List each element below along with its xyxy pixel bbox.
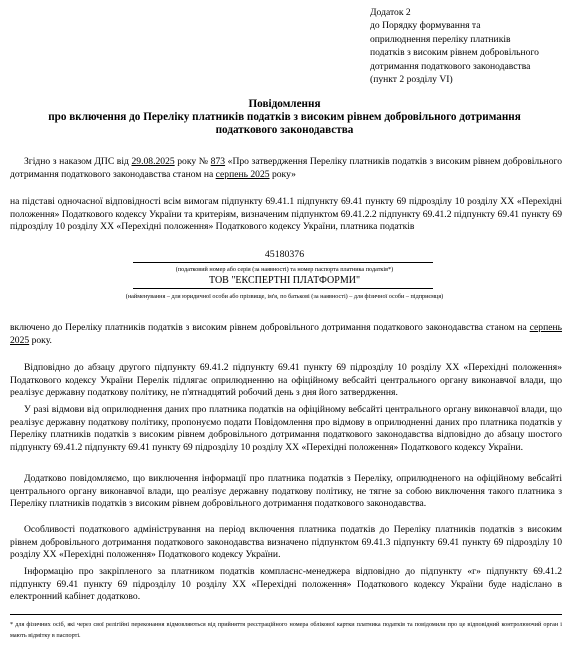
paragraph-publication: Відповідно до абзацу другого підпункту 69.41.2 підпункту 69.41 пункту 69 підрозділу 10 розділу XX «Перехідні положення» Податкового кодексу України Перелік підлягає оприлюдненню на офіційному вебсайті центрального органу виконавчої влади, що реалізує державну податкову політику, не п'ятнадцятий робочий день з дня його затвердження.: [10, 362, 562, 399]
name-underline: [133, 288, 433, 289]
paragraph-exclusion: Додатково повідомляємо, що виключення інформації про платника податків з Переліку, оприлюдненого на офіційному вебсайті центрального органу виконавчої влади, що реалізує державну податкову політику, не тягне за собою виключення такого платника з Переліку платників податків з високим рівнем добровільного дотримання податкового законодавства.: [10, 473, 562, 510]
paragraph-compliance-manager: Інформацію про закріпленого за платником податків комплаєнс-менеджера відповідно до підпункту «г» підпункту 69.41.2 підпункту 69.41 пункту 69 підрозділу 10 розділу XX «Перехідні положення» Податкового кодексу України буде надіслано в електронний кабінет додатково.: [10, 566, 562, 603]
order-prefix: Згідно з наказом ДПС від: [24, 156, 132, 167]
paragraph-refusal: У разі відмови від оприлюднення даних про платника податків на офіційному вебсайті центрального органу виконавчої влади, що реалізує державну податкову політику, пропонуємо подати Повідомлення про відмову в оприлюдненні даних про платника податків у Переліку платників податків з високим рівнем добровільного дотримання податкового законодавства відповідно до абзацу шостого підпункту 69.41.2 підпункту 69.41 пункту 69 підрозділу 10 розділу XX «Перехідні положення» Податкового кодексу України.: [10, 404, 562, 453]
order-suffix: року»: [269, 168, 296, 180]
annex-line: до Порядку формування та: [370, 20, 481, 32]
order-text: «Про затвердження Переліку платників податків з високим рівнем добровільного дотримання податкового законодавства станом на: [10, 156, 562, 180]
code-underline: [133, 262, 433, 263]
order-period: серпень 2025: [215, 168, 270, 180]
name-caption: (найменування – для юридичної особи або прізвище, ім'я, по батькові (за наявності) – для фізичної особи – підприємця): [125, 293, 444, 300]
order-paragraph: [10, 156, 562, 181]
included-suffix: року.: [29, 334, 52, 346]
code-caption: (податковий номер або серія (за наявності) та номер паспорта платника податків*): [175, 266, 394, 273]
footnote: * для фізичних осіб, які через свої релігійні переконання відмовляються від прийняття реєстраційного номера облікової картки платника податків та повідомили про це відповідний контролюючий орган і мають відмітку в паспорті.: [10, 621, 562, 639]
title-line: про включення до Переліку платників податків з високим рівнем добровільного дотримання: [48, 111, 521, 123]
included-period: серпень 2025: [10, 322, 562, 346]
annex-line: Додаток 2: [370, 7, 411, 18]
basis-paragraph: на підставі одночасної відповідності всім вимогам підпункту 69.41.1 підпункту 69.41 пункту 69 підрозділу 10 розділу XX «Перехідні положення» Податкового кодексу України та критеріям, визначеним підпунктом 69.41.2.2 підпункту 69.41.2 підпункту 69.41 пункту 69 підрозділу 10 розділу XX «Перехідні положення» Податкового кодексу України, платника податків: [10, 196, 562, 233]
order-mid: року №: [174, 156, 211, 167]
annex-line: оприлюднення переліку платників: [370, 33, 511, 45]
included-text: включено до Переліку платників податків з високим рівнем добровільного дотримання податкового законодавства станом на: [10, 322, 530, 333]
annex-line: податків з високим рівнем добровільного: [370, 47, 539, 59]
title-line: Повідомлення: [248, 98, 321, 110]
annex-header: [370, 6, 565, 86]
document-title: [0, 98, 569, 137]
footnote-rule: [10, 614, 562, 615]
taxpayer-name: ТОВ "ЕКСПЕРТНІ ПЛАТФОРМИ": [208, 275, 361, 286]
annex-line: дотримання податкового законодавства: [370, 60, 531, 72]
paragraph-administration: Особливості податкового адміністрування на період включення платника податків до Переліку платників податків з високим рівнем добровільного дотримання податкового законодавства визначено підпунктом 69.41.3 підпункту 69.41 пункту 69 підрозділу 10 розділу XX «Перехідні положення» Податкового кодексу України.: [10, 524, 562, 561]
title-line: податкового законодавства: [215, 124, 354, 136]
annex-line: (пункт 2 розділу VI): [370, 74, 453, 86]
included-paragraph: [10, 322, 562, 347]
order-date: 29.08.2025: [131, 156, 175, 167]
order-number: 873: [210, 156, 226, 167]
taxpayer-code: 45180376: [264, 249, 305, 260]
